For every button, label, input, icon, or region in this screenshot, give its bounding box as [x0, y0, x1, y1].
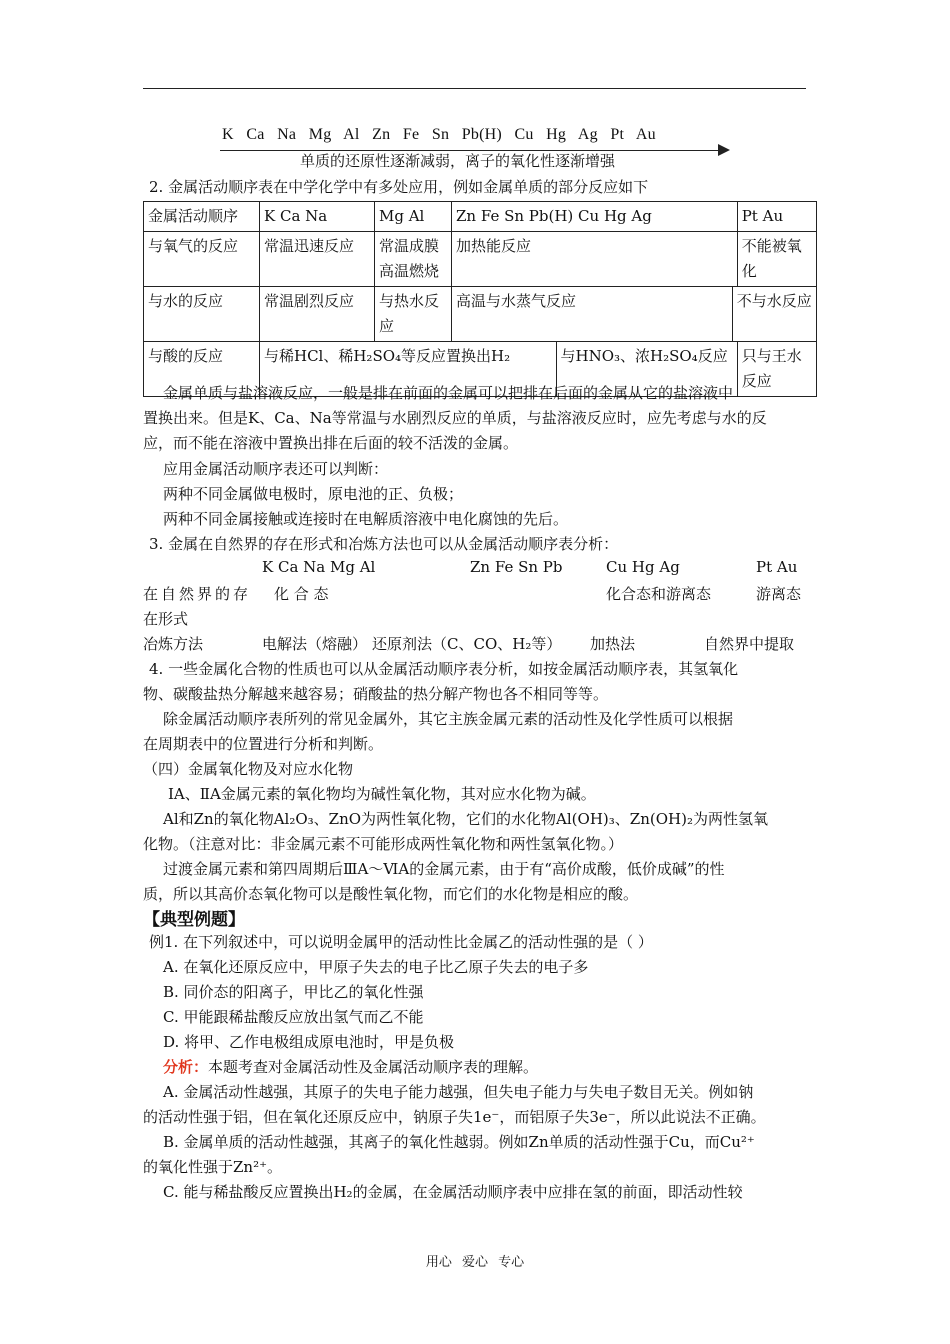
subsection-title: （四）金属氧化物及对应水化物: [143, 760, 354, 778]
paragraph-line: 置换出来。但是K、Ca、Na等常温与水剧烈反应的单质，与盐溶液反应时，应先考虑与水的反: [143, 409, 767, 427]
table-cell: 与HNO₃、浓H₂SO₄反应: [556, 342, 737, 397]
table-cell: 与酸的反应: [144, 342, 260, 397]
analysis-text: 本题考查对金属活动性及金属活动顺序表的理解。: [208, 1058, 539, 1076]
arrow-right-icon: [718, 144, 730, 156]
table-row: [144, 202, 817, 232]
row-label: 冶炼方法: [143, 635, 204, 653]
paragraph-line: 除金属活动顺序表所列的常见金属外，其它主族金属元素的活动性及化学性质可以根据: [163, 710, 734, 728]
option-d: D. 将甲、乙作电极组成原电池时，甲是负极: [163, 1033, 455, 1051]
metal-group: Pt Au: [756, 558, 798, 576]
paragraph-line: ⅠA、ⅡA金属元素的氧化物均为碱性氧化物，其对应水化物为碱。: [168, 785, 596, 803]
section-3-title: 3. 金属在自然界的存在形式和冶炼方法也可以从金属活动顺序表分析：: [149, 535, 619, 553]
table-cell: 常温成膜高温燃烧: [375, 232, 452, 287]
paragraph-line: 物、碳酸盐热分解越来越容易；硝酸盐的热分解产物也各不相同等等。: [143, 685, 609, 703]
smelt-method: 加热法: [590, 635, 636, 653]
section-4-line: 4. 一些金属化合物的性质也可以从金属活动顺序表分析，如按金属活动顺序表，其氢氧化: [149, 660, 739, 678]
option-b: B. 同价态的阳离子，甲比乙的氧化性强: [163, 983, 424, 1001]
table-cell: 常温迅速反应: [260, 232, 375, 287]
header-rule: [143, 88, 806, 89]
answer-a-line: 的活动性强于铝，但在氧化还原反应中，钠原子失1e⁻，而铝原子失3e⁻，所以此说法不正确。: [143, 1108, 766, 1126]
table-cell: 只与王水反应: [737, 342, 816, 397]
smelt-method: 电解法（熔融）: [262, 635, 368, 653]
page-footer: 用心 爱心 专心: [425, 1255, 525, 1270]
smelt-method: 自然界中提取: [704, 635, 795, 653]
paragraph-line: 应用金属活动顺序表还可以判断：: [163, 460, 389, 478]
series-caption: 单质的还原性逐渐减弱，离子的氧化性逐渐增强: [300, 152, 616, 170]
paragraph-line: 在周期表中的位置进行分析和判断。: [143, 735, 384, 753]
metal-group: Zn Fe Sn Pb: [470, 558, 563, 576]
table-cell: Pt Au: [737, 202, 816, 232]
table-cell: 与水的反应: [144, 287, 260, 342]
table-cell: Mg Al: [375, 202, 452, 232]
smelt-method: 还原剂法（C、CO、H₂等）: [372, 635, 562, 653]
table-cell: K Ca Na: [260, 202, 375, 232]
option-c: C. 甲能跟稀盐酸反应放出氢气而乙不能: [163, 1008, 424, 1026]
table-row: [144, 232, 817, 287]
section-2-title: 2. 金属活动顺序表在中学化学中有多处应用，例如金属单质的部分反应如下: [149, 178, 649, 196]
table-cell: 与氧气的反应: [144, 232, 260, 287]
table-cell: 高温与水蒸气反应: [452, 287, 733, 342]
table-cell: Zn Fe Sn Pb(H) Cu Hg Ag: [452, 202, 738, 232]
state-label: 化合态和游离态: [606, 585, 712, 603]
paragraph-line: 化物。（注意对比：非金属元素不可能形成两性氧化物和两性氢氧化物。）: [143, 835, 624, 853]
answer-b-line: B. 金属单质的活动性越强，其离子的氧化性越弱。例如Zn单质的活动性强于Cu，而Cu²⁺: [163, 1133, 755, 1151]
paragraph-line: 过渡金属元素和第四周期后ⅢA～ⅥA的金属元素，由于有“高价成酸，低价成碱”的性: [163, 860, 725, 878]
option-a: A. 在氧化还原反应中，甲原子失去的电子比乙原子失去的电子多: [163, 958, 589, 976]
paragraph-line: 金属单质与盐溶液反应，一般是排在前面的金属可以把排在后面的金属从它的盐溶液中: [163, 384, 734, 402]
analysis-line: [163, 1056, 538, 1077]
metal-activity-series: K Ca Na Mg Al Zn Fe Sn Pb(H) Cu Hg Ag Pt Au: [222, 126, 656, 143]
metal-group: Cu Hg Ag: [606, 558, 680, 576]
table-cell: 金属活动顺序: [144, 202, 260, 232]
state-label: 化 合 态: [274, 585, 329, 603]
table-cell: 不能被氧化: [737, 232, 816, 287]
table-cell: 加热能反应: [452, 232, 738, 287]
answer-c-line: C. 能与稀盐酸反应置换出H₂的金属，在金属活动顺序表中应排在氢的前面，即活动性较: [163, 1183, 743, 1201]
example-question: 例1. 在下列叙述中，可以说明金属甲的活动性比金属乙的活动性强的是（ ）: [149, 933, 653, 951]
example-heading: 【典型例题】: [143, 910, 245, 930]
table-cell: 不与水反应: [732, 287, 816, 342]
answer-a-line: A. 金属活动性越强，其原子的失电子能力越强，但失电子能力与失电子数目无关。例如钠: [163, 1083, 754, 1101]
paragraph-line: 质，所以其高价态氧化物可以是酸性氧化物，而它们的水化物是相应的酸。: [143, 885, 639, 903]
row-label: 在自然界的存: [143, 585, 252, 603]
table-cell: 常温剧烈反应: [260, 287, 375, 342]
metal-group: K Ca Na Mg Al: [262, 558, 376, 576]
paragraph-line: 应，而不能在溶液中置换出排在后面的较不活泼的金属。: [143, 434, 519, 452]
state-label: 游离态: [756, 585, 802, 603]
answer-b-line: 的氧化性强于Zn²⁺。: [143, 1158, 283, 1176]
table-cell: 与热水反应: [375, 287, 452, 342]
row-label: 在形式: [143, 610, 189, 628]
paragraph-line: Al和Zn的氧化物Al₂O₃、ZnO为两性氧化物，它们的水化物Al(OH)₃、Zn(OH)₂为两性氢氧: [163, 810, 768, 828]
activity-reaction-table: [143, 201, 817, 397]
analysis-label: 分析：: [163, 1058, 209, 1076]
table-row: [144, 287, 817, 342]
paragraph-line: 两种不同金属接触或连接时在电解质溶液中电化腐蚀的先后。: [163, 510, 569, 528]
paragraph-line: 两种不同金属做电极时，原电池的正、负极；: [163, 485, 464, 503]
table-cell: 与稀HCl、稀H₂SO₄等反应置换出H₂: [260, 342, 557, 397]
